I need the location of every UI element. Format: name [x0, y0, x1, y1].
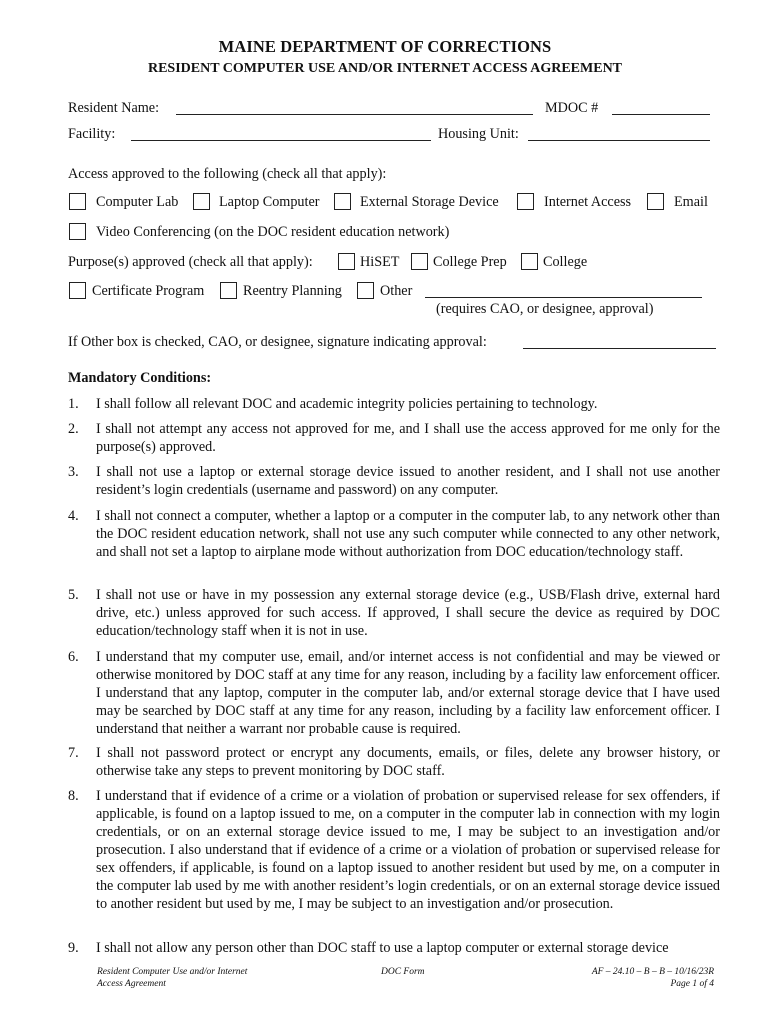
mdoc-field[interactable]: [612, 100, 710, 115]
email-checkbox[interactable]: [647, 193, 664, 210]
certificate-program-label: Certificate Program: [92, 283, 205, 299]
condition-text: I understand that if evidence of a crime or a violation of probation or supervised release for sex offenders, if applicable, is found on a laptop issued to me, on a computer in the computer lab in connection with my login credentials, or on an external storage device issued to me, I may be subject to an investigation and/or prosecution. I also understand that if evidence of a crime or a violation of probation or supervised release for sex offenders, if applicable, is found on a laptop issued to another resident but used by me, on a computer in the computer lab used by me with another resident’s login credentials, or on an external storage device issued to another resident but used by me, I may be subject to an investigation and/or prosecution.: [96, 788, 720, 912]
college-label: College: [543, 254, 588, 270]
other-approval-label: If Other box is checked, CAO, or designee, signature indicating approval:: [68, 334, 487, 350]
form-title: MAINE DEPARTMENT OF CORRECTIONS: [218, 37, 552, 56]
condition-number: 3.: [68, 464, 79, 480]
condition-number: 9.: [68, 940, 79, 956]
purpose-heading: Purpose(s) approved (check all that apply):: [68, 254, 313, 270]
condition-number: 7.: [68, 745, 79, 761]
condition-text: I shall not connect a computer, whether a laptop or a computer in the computer lab, to any network other than the DOC resident education network, shall not use any such computer while connected to any other network, and shall not set a laptop to airplane mode without authorization from DOC education/technology staff.: [96, 508, 720, 560]
condition-number: 8.: [68, 788, 79, 804]
footer-right: [592, 966, 714, 990]
condition-text: I shall not use a laptop or external storage device issued to another resident, and I shall not use another resident’s login credentials (username and password) on any computer.: [96, 464, 720, 498]
footer-left: [97, 966, 247, 990]
college-prep-checkbox[interactable]: [411, 253, 428, 270]
footer-form-name-2: Access Agreement: [97, 979, 166, 989]
resident-name-label: Resident Name:: [68, 100, 160, 116]
other-checkbox[interactable]: [357, 282, 374, 299]
video-conferencing-checkbox[interactable]: [69, 223, 86, 240]
condition-text: I shall not attempt any access not approved for me, and I shall use the access approved for me only for the purpose(s) approved.: [96, 421, 720, 455]
internet-access-checkbox[interactable]: [517, 193, 534, 210]
resident-name-field[interactable]: [176, 100, 533, 115]
other-label: Other: [380, 283, 413, 299]
video-conferencing-label: Video Conferencing (on the DOC resident education network): [96, 224, 450, 240]
reentry-planning-label: Reentry Planning: [243, 283, 342, 299]
condition-text: I understand that my computer use, email, and/or internet access is not confidential and may be viewed or otherwise monitored by DOC staff at any time for any reason, including by a facility law enforcement officer. I understand that any laptop, computer in the computer lab, and/or external storage device that I have used may be searched by DOC staff at any time for any reason, including by a facility law enforcement officer. I understand that neither a warrant nor probable cause is required.: [96, 649, 720, 737]
email-label: Email: [674, 194, 708, 210]
external-storage-label: External Storage Device: [360, 194, 499, 210]
form-subtitle: RESIDENT COMPUTER USE AND/OR INTERNET ACCESS AGREEMENT: [147, 61, 623, 76]
condition-number: 1.: [68, 396, 79, 412]
facility-field[interactable]: [131, 126, 431, 141]
footer-form-code: AF – 24.10 – B – B – 10/16/23R: [591, 967, 714, 977]
college-checkbox[interactable]: [521, 253, 538, 270]
footer-center: DOC Form: [381, 967, 425, 977]
internet-access-label: Internet Access: [544, 194, 632, 210]
footer-form-name: Resident Computer Use and/or Internet: [97, 967, 248, 977]
housing-unit-label: Housing Unit:: [438, 126, 519, 142]
hiset-checkbox[interactable]: [338, 253, 355, 270]
condition-text: I shall follow all relevant DOC and academic integrity policies pertaining to technology.: [96, 396, 598, 412]
certificate-program-checkbox[interactable]: [69, 282, 86, 299]
college-prep-label: College Prep: [433, 254, 507, 270]
condition-text: I shall not password protect or encrypt any documents, emails, or files, delete any browser history, or otherwise take any steps to prevent monitoring by DOC staff.: [96, 745, 720, 779]
condition-number: 5.: [68, 587, 79, 603]
other-note: (requires CAO, or designee, approval): [436, 301, 654, 317]
laptop-computer-checkbox[interactable]: [193, 193, 210, 210]
condition-number: 6.: [68, 649, 79, 665]
computer-lab-label: Computer Lab: [96, 194, 179, 210]
condition-text: I shall not use or have in my possession any external storage device (e.g., USB/Flash drive, external hard drive, etc.) unless approved for such access. If approved, I shall secure the device as required by DOC education/technology staff when it is not in use.: [96, 587, 720, 639]
other-field[interactable]: [425, 283, 702, 298]
facility-label: Facility:: [68, 126, 116, 142]
condition-number: 4.: [68, 508, 79, 524]
laptop-computer-label: Laptop Computer: [219, 194, 320, 210]
computer-lab-checkbox[interactable]: [69, 193, 86, 210]
housing-unit-field[interactable]: [528, 126, 710, 141]
reentry-planning-checkbox[interactable]: [220, 282, 237, 299]
mdoc-label: MDOC #: [545, 100, 599, 116]
access-heading: Access approved to the following (check all that apply):: [68, 166, 387, 182]
condition-text: I shall not allow any person other than DOC staff to use a laptop computer or external storage device: [96, 940, 669, 956]
condition-number: 2.: [68, 421, 79, 437]
conditions-heading: Mandatory Conditions:: [68, 370, 212, 386]
external-storage-checkbox[interactable]: [334, 193, 351, 210]
cao-signature-field[interactable]: [523, 334, 716, 349]
page-number: Page 1 of 4: [670, 979, 714, 989]
hiset-label: HiSET: [360, 254, 400, 270]
